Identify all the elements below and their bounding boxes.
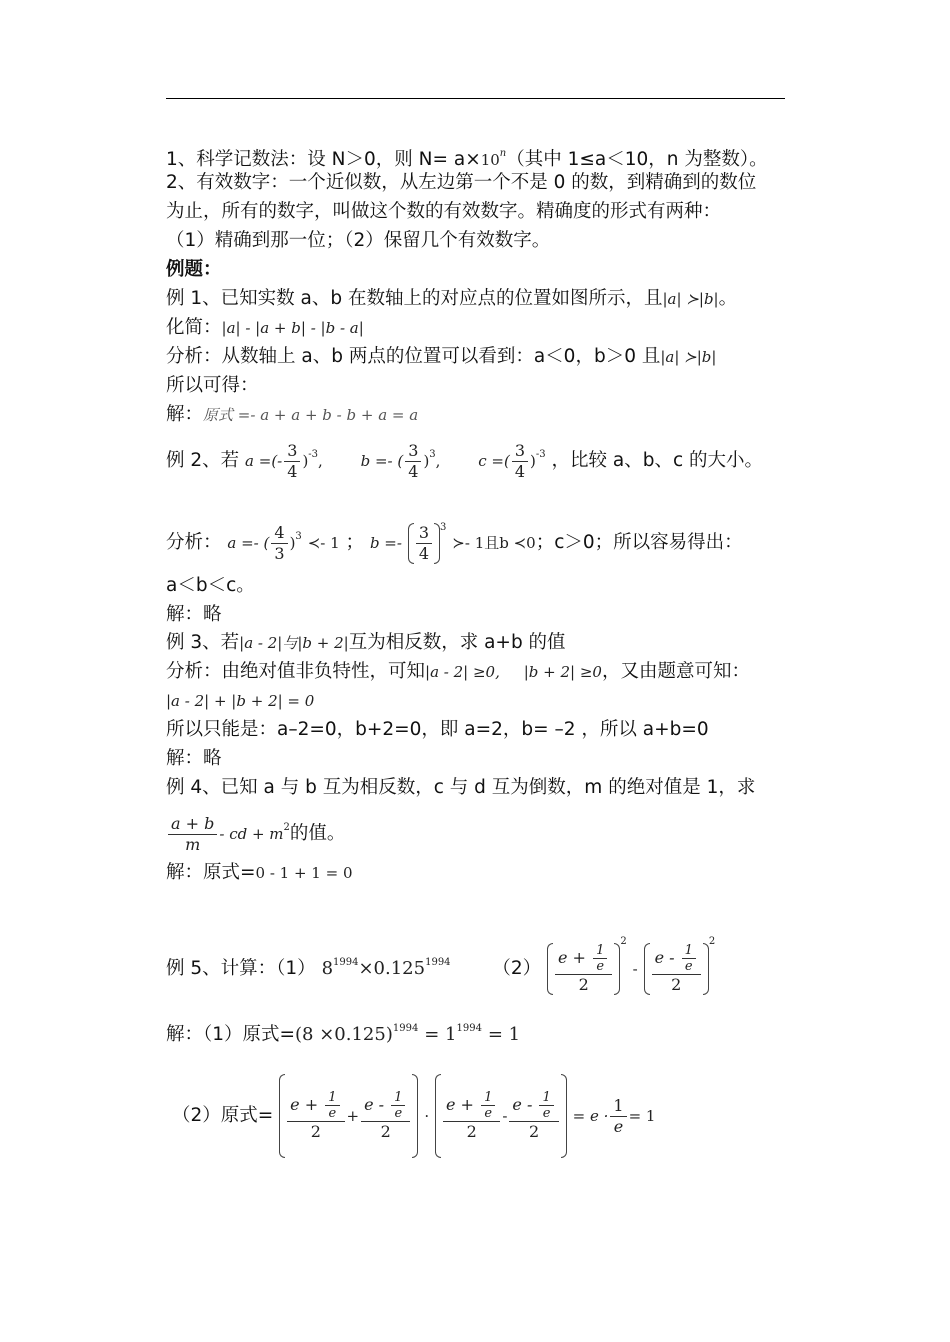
text: 。 [718, 288, 738, 309]
text: e + [558, 948, 586, 967]
line-significant-figures: 2、有效数字：一个近似数，从左边第一个不是 0 的数，到精确到的数位 [166, 172, 757, 193]
text: e - [512, 1095, 533, 1114]
math-sum-zero: |a - 2| + |b + 2| = 0 [166, 692, 315, 710]
exp: -3 [535, 449, 546, 460]
den: m [185, 834, 201, 854]
exp: 1994 [392, 1023, 419, 1034]
num: 1 [481, 1090, 495, 1106]
analysis-2: 分析： a =- ( $\frac{4}{3}$ )$^3$ ≺- 1 ； b =- $\frac{3}{4}$ $^3$ ≻- 1且b ≺0；c＞0；所以容易得出： [166, 522, 743, 563]
header-rule [166, 98, 785, 99]
text: e + [290, 1095, 319, 1114]
text: 解： [166, 404, 204, 425]
math-exp-n: n [499, 148, 507, 159]
den: 4 [418, 543, 430, 563]
text: ，比较 a、b、c 的大小。 [551, 450, 764, 471]
text: ，又由题意可知： [601, 661, 750, 682]
bracket-e-minus [644, 943, 709, 995]
math-greater: ≻- 1且b ≺0 [452, 534, 536, 552]
exp: 1994 [333, 957, 359, 968]
exp: 3 [440, 522, 447, 533]
num: 3 [512, 441, 528, 462]
text: 例 3、若 [166, 632, 240, 653]
fraction-3-4 [512, 441, 528, 482]
fraction-1-e [481, 1090, 495, 1121]
example-1 [166, 288, 737, 310]
fraction-big [443, 1090, 500, 1142]
den: 3 [274, 543, 285, 563]
exp: -3 [308, 449, 319, 460]
fraction-3-4 [416, 523, 432, 564]
math-abs-compare: |a| ≻|b| [662, 290, 719, 308]
fraction-1-e [539, 1090, 553, 1121]
text: （其中 1≤a＜10，n 为整数）。 [506, 149, 768, 170]
den: 4 [408, 461, 419, 481]
den: 2 [671, 975, 682, 994]
line-scientific-notation [166, 143, 768, 171]
examples-heading: 例题： [166, 259, 222, 280]
bracket-e-plus [547, 943, 620, 995]
line-significant-figures-2: 为止，所有的数字，叫做这个数的有效数字。精确度的形式有两种： [166, 201, 722, 222]
math-8: 8 [321, 958, 334, 979]
exp: 3 [429, 449, 436, 460]
solution-3: 解：略 [166, 748, 222, 769]
den: e [613, 1116, 624, 1136]
num: 1 [682, 943, 696, 959]
math-expr: - cd + m [219, 825, 284, 843]
text: e + [446, 1095, 474, 1114]
fraction-1-e [593, 943, 607, 974]
text: e - [364, 1095, 385, 1114]
num: 1 [610, 1096, 626, 1117]
fraction-big [287, 1090, 344, 1142]
solution-5-part1 [166, 1018, 520, 1046]
exp: 1994 [456, 1023, 482, 1034]
example-4-expr [166, 806, 345, 856]
fraction-3-4 [405, 441, 421, 482]
text: 分析：从数轴上 a、b 两点的位置可以看到：a＜0，b＞0 且 [166, 346, 661, 367]
text: 互为相反数，求 a+b 的值 [348, 632, 566, 653]
math-c: c =( [478, 452, 510, 470]
math-minus: - [502, 1107, 508, 1125]
den: e [394, 1106, 403, 1121]
math-eq: = 1 [424, 1024, 457, 1045]
den: 2 [310, 1122, 321, 1141]
math-ten: 10 [480, 151, 500, 169]
math-simplify-expr: |a| - |a + b| - |b - a| [221, 319, 364, 337]
text: 例 1、已知实数 a、b 在数轴上的对应点的位置如图所示，且 [166, 288, 663, 309]
fraction-1-e [325, 1090, 339, 1121]
text: 解：原式= [166, 862, 256, 883]
exp: 1994 [425, 957, 451, 968]
simplify-line [166, 317, 364, 339]
solution-4 [166, 862, 353, 884]
fraction-4-3 [271, 523, 287, 564]
so-line-1: 所以可得： [166, 375, 259, 396]
text: ； [345, 532, 365, 553]
solution-1 [166, 404, 418, 426]
analysis-3 [166, 661, 750, 683]
math-product: (8 ×0.125) [295, 1024, 393, 1045]
den: 2 [380, 1122, 391, 1141]
math-a: a =- ( [227, 534, 270, 552]
den: e [542, 1106, 551, 1121]
math-nonneg: |a - 2| ≥0, |b + 2| ≥0 [425, 663, 602, 681]
math-solution-4: 0 - 1 + 1 = 0 [255, 864, 353, 882]
analysis-3-eq [166, 690, 314, 712]
num: 1 [391, 1090, 405, 1106]
fraction-ab-m [168, 814, 217, 855]
den: 2 [529, 1122, 540, 1141]
num: a + b [168, 814, 217, 835]
den: e [328, 1106, 337, 1121]
math-dot: · [424, 1107, 430, 1125]
bracket-sum [279, 1074, 418, 1158]
num: 1 [539, 1090, 553, 1106]
fraction-big [509, 1090, 558, 1142]
den: 4 [287, 461, 298, 481]
fraction-big [361, 1090, 410, 1142]
text: 化简： [166, 317, 222, 338]
text: 的值。 [289, 823, 346, 844]
num: 3 [416, 523, 432, 544]
bracket-diff [435, 1074, 567, 1158]
example-3 [166, 632, 566, 654]
fraction-big [652, 943, 701, 995]
math-eq-1: = 1 [628, 1107, 656, 1125]
math-eq: = 1 [487, 1024, 521, 1045]
text: 例 2、若 [166, 450, 240, 471]
num: 3 [405, 441, 421, 462]
math-a: a =(- [245, 452, 283, 470]
bracket-fraction [408, 523, 440, 564]
den: e [684, 959, 693, 974]
text: 解：（1）原式= [166, 1024, 296, 1045]
text: ；c＞0；所以容易得出： [535, 532, 743, 553]
math-minus: - [632, 960, 638, 978]
num: 1 [593, 943, 607, 959]
math-abs-pair: |a - 2|与|b + 2| [239, 634, 349, 652]
so-line-3: 所以只能是：a–2=0，b+2=0，即 a=2，b= –2 ，所以 a+b=0 [166, 719, 709, 740]
num: 1 [325, 1090, 339, 1106]
math-b: b =- [369, 534, 402, 552]
text: 分析： [166, 532, 222, 553]
den: 4 [514, 461, 526, 481]
exp: 2 [708, 936, 716, 947]
example-4: 例 4、已知 a 与 b 互为相反数，c 与 d 互为倒数，m 的绝对值是 1，求 [166, 777, 756, 798]
exp: 2 [620, 936, 627, 947]
exp: 2 [283, 822, 290, 833]
exp: 3 [295, 531, 302, 542]
fraction-3-4 [284, 441, 300, 482]
analysis-2-result: a＜b＜c。 [166, 575, 255, 596]
math-plus: + [346, 1107, 360, 1125]
num: 4 [271, 523, 287, 544]
analysis-1 [166, 346, 716, 368]
solution-2: 解：略 [166, 604, 222, 625]
math-times: ×0.125 [358, 958, 426, 979]
math-eq-e: = e · [572, 1107, 609, 1125]
text: 分析：由绝对值非负特性，可知 [166, 661, 426, 682]
math-abs-compare: |a| ≻|b| [660, 348, 717, 366]
den: e [596, 959, 605, 974]
example-2: 例 2、若 a =(- $\frac{3}{4}$ )$^{-3}$, b =- ( $\frac{3}{4}$ )$^3$, c =( $\frac{3}{4}$ )$^{-3}$ ，比较 a、b、c 的大小。 [166, 440, 764, 481]
text: 1、科学记数法：设 N＞0，则 N= a× [166, 149, 481, 170]
text: e - [654, 948, 675, 967]
solution-5-part2 [172, 1074, 655, 1158]
text: 例 5、计算：（1） [166, 958, 316, 979]
example-5 [166, 902, 715, 1009]
line-precision-forms: （1）精确到那一位；（2）保留几个有效数字。 [166, 230, 551, 251]
fraction-big [555, 943, 612, 995]
den: 2 [578, 975, 589, 994]
text: （2） [492, 958, 542, 979]
fraction-1-e [610, 1096, 626, 1137]
math-solution-1: 原式 =- a + a + b - b + a = a [203, 406, 419, 424]
den: 2 [466, 1122, 477, 1141]
text: （2）原式= [172, 1105, 274, 1126]
den: e [484, 1106, 493, 1121]
fraction-1-e [682, 943, 696, 974]
math-less: ≺- 1 [307, 534, 340, 552]
math-b: b =- ( [360, 452, 404, 470]
fraction-1-e [391, 1090, 405, 1121]
num: 3 [284, 441, 300, 462]
